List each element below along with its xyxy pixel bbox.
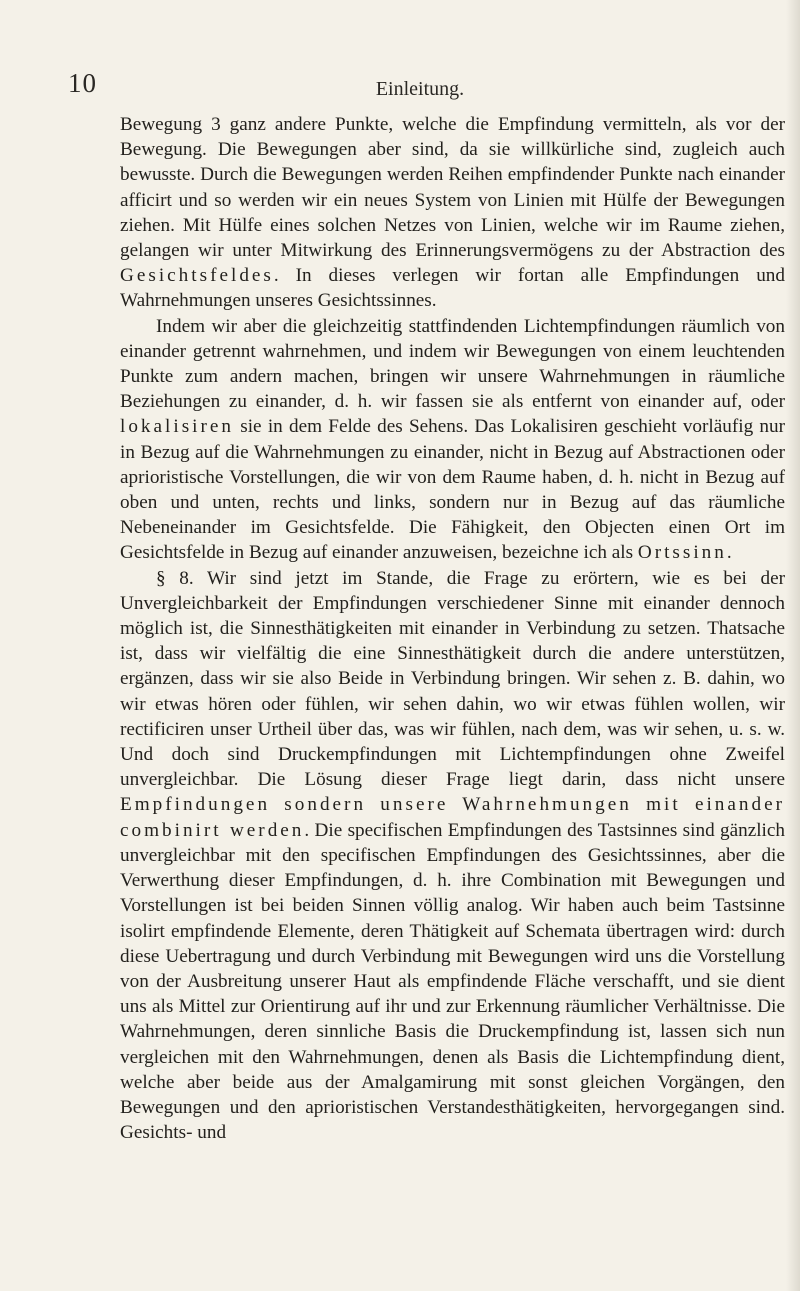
body-text bbox=[120, 112, 785, 1145]
page-edge-shadow bbox=[786, 0, 800, 1291]
text-run: . Die specifischen Empfindungen des Tastsinnes sind gänzlich unvergleichbar mit den specifischen Empfindungen des Gesichtssinnes, aber die Verwerthung dieser Empfindungen, d. h. ihre Combination mit Bewegungen und Vorstellungen ist bei beiden Sinnen völlig analog. Wir haben auch beim Tastsinne isolirt empfindende Elemente, deren Thätigkeit auf Schemata übertragen wird: durch diese Uebertragung und durch Verbindung mit Bewegungen wird uns die Vorstellung von der Ausbreitung unserer Haut als empfindende Fläche verschafft, und sie dient uns als Mittel zur Orientirung auf ihr und zur Erkennung räumlicher Verhältnisse. Die Wahrnehmungen, deren sinnliche Basis die Druckempfindung ist, lassen sich nun vergleichen mit den Wahrnehmungen, denen als Basis die Lichtempfindung dient, welche aber beide aus der Amalgamirung mit sonst gleichen Vorgängen, den Bewegungen und den aprioristischen Verstandesthätigkeiten, hervorgegangen sind. Gesichts- und bbox=[120, 819, 785, 1144]
text-run: . In dieses verlegen wir fortan alle Empfindungen und Wahrnehmungen unseres Gesichtssinnes. bbox=[120, 265, 785, 312]
spaced-emphasis: Gesichtsfeldes bbox=[120, 265, 274, 287]
text-run: Indem wir aber die gleichzeitig stattfindenden Lichtempfindungen räumlich von einander getrennt wahrnehmen, und indem wir Bewegungen von einem leuchtenden Punkte zum andern machen, bringen wir unsere Wahrnehmungen in räumliche Beziehungen zu einander, d. h. wir fassen sie als entfernt von einander auf, oder bbox=[120, 315, 785, 413]
paragraph bbox=[120, 566, 785, 1146]
running-head bbox=[0, 78, 800, 101]
text-run: . bbox=[726, 542, 732, 564]
running-title: Einleitung. bbox=[375, 78, 465, 100]
spaced-emphasis: Empfindungen sondern unsere Wahrnehmungen mit einander combinirt werden bbox=[120, 794, 785, 841]
spaced-emphasis: Ortssinn bbox=[637, 542, 727, 564]
text-run: § 8. Wir sind jetzt im Stande, die Frage zu erörtern, wie es bei der Unvergleichbarkeit der Empfindungen verschiedener Sinne mit einander dennoch möglich ist, die Sinnesthätigkeiten mit einander in Verbindung zu setzen. Thatsache ist, dass wir vielfältig die eine Sinnesthätigkeit durch die andere unterstützen, ergänzen, dass wir sie also Beide in Verbindung bringen. Wir sehen z. B. dahin, wo wir etwas hören oder fühlen, wir sehen dahin, wo wir etwas fühlen wollen, wir rectificiren unser Urtheil über das, was wir fühlen, nach dem, was wir sehen, u. s. w. Und doch sind Druckempfindungen mit Lichtempfindungen ohne Zweifel unvergleichbar. Die Lösung dieser Frage liegt darin, dass nicht unsere bbox=[120, 567, 785, 791]
page-number: 10 bbox=[68, 68, 97, 98]
text-run: sie in dem Felde des Sehens. Das Lokalisiren geschieht vorläufig nur in Bezug auf die Wahrnehmungen zu einander, nicht in Bezug auf Abstractionen oder aprioristische Vorstellungen, die wir von dem Raume haben, d. h. nicht in Bezug auf oben und unten, rechts und links, sondern nur in Bezug auf das räumliche Nebeneinander im Gesichtsfelde. Die Fähigkeit, den Objecten einen Ort im Gesichtsfelde in Bezug auf einander anzuweisen, bezeichne ich als bbox=[120, 416, 785, 564]
spaced-emphasis: lokalisiren bbox=[120, 416, 234, 438]
paragraph bbox=[120, 112, 785, 314]
text-run: Bewegung 3 ganz andere Punkte, welche die Empfindung vermitteln, als vor der Bewegung. Die Bewegungen aber sind, da sie willkürliche sind, zugleich auch bewusste. Durch die Bewegungen werden Reihen empfindender Punkte nach einander afficirt und so werden wir ein neues System von Linien mit Hülfe der Bewegungen ziehen. Mit Hülfe eines solchen Netzes von Linien, welche wir im Raume ziehen, gelangen wir unter Mitwirkung des Erinnerungsvermögens zu der Abstraction des bbox=[120, 114, 785, 262]
paragraph bbox=[120, 314, 785, 566]
